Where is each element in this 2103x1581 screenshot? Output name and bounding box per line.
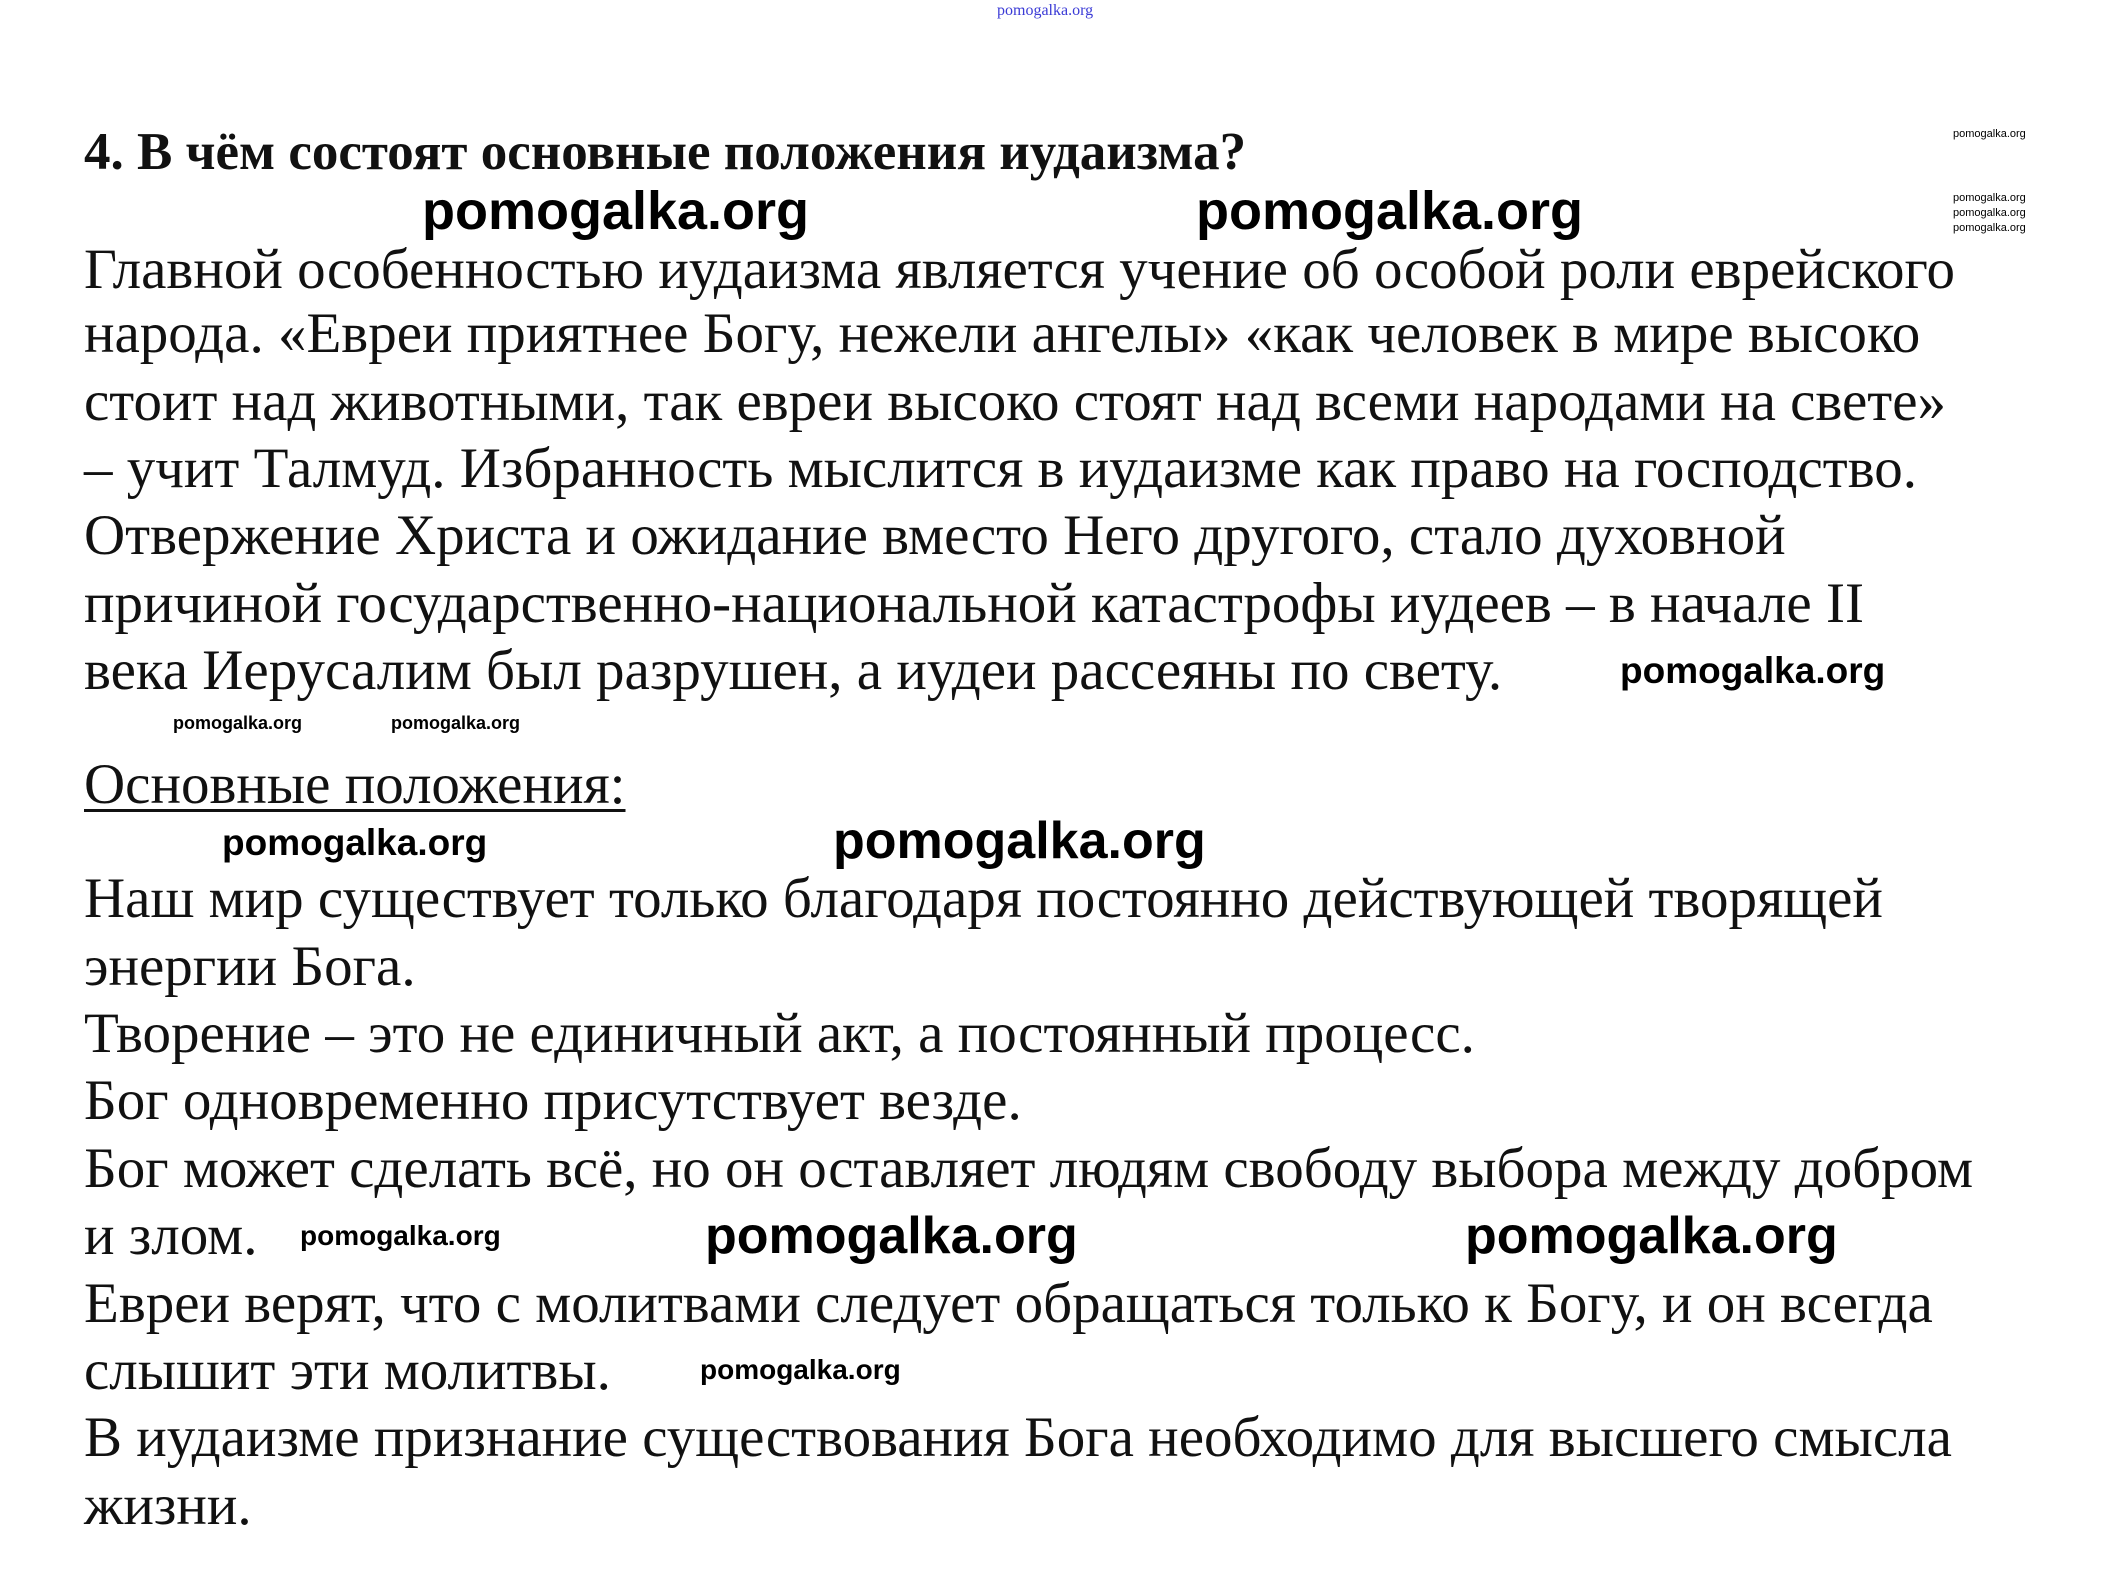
watermark-top-link[interactable]: pomogalka.org: [997, 2, 1094, 19]
watermark: pomogalka.org: [1953, 128, 2026, 140]
text-line: слышит эти молитвы.: [84, 1339, 611, 1402]
watermark: pomogalka.org: [1196, 181, 1584, 241]
text-line: Отвержение Христа и ожидание вместо Него другого, стало духовной: [84, 504, 1786, 567]
watermark: pomogalka.org: [833, 812, 1206, 870]
watermark: pomogalka.org: [422, 181, 810, 241]
text-line: Творение – это не единичный акт, а постоянный процесс.: [84, 1002, 1475, 1065]
watermark: pomogalka.org: [1953, 207, 2026, 219]
text-line: Бог может сделать всё, но он оставляет людям свободу выбора между добром: [84, 1137, 1974, 1200]
watermark: pomogalka.org: [173, 713, 303, 733]
text-line: Наш мир существует только благодаря постоянно действующей творящей: [84, 867, 1883, 930]
text-line: жизни.: [84, 1474, 252, 1537]
text-line: Евреи верят, что с молитвами следует обращаться только к Богу, и он всегда: [84, 1272, 1933, 1335]
watermark: pomogalka.org: [1620, 650, 1886, 691]
text-line: причиной государственно-национальной катастрофы иудеев – в начале II: [84, 572, 1864, 635]
watermark: pomogalka.org: [222, 822, 488, 863]
watermark: pomogalka.org: [391, 713, 521, 733]
text-line: народа. «Евреи приятнее Богу, нежели ангелы» «как человек в мире высоко: [84, 302, 1921, 365]
watermark: pomogalka.org: [1953, 192, 2026, 204]
watermark: pomogalka.org: [300, 1220, 501, 1251]
text-line: Бог одновременно присутствует везде.: [84, 1069, 1022, 1132]
watermark: pomogalka.org: [700, 1354, 901, 1385]
text-line: стоит над животными, так евреи высоко стоят над всеми народами на свете»: [84, 370, 1947, 433]
text-line: и злом.: [84, 1204, 258, 1267]
section-subheading: Основные положения:: [84, 753, 626, 816]
text-line: В иудаизме признание существования Бога необходимо для высшего смысла: [84, 1406, 1952, 1469]
text-line: века Иерусалим был разрушен, а иудеи рассеяны по свету.: [84, 639, 1503, 702]
watermark: pomogalka.org: [1953, 222, 2026, 234]
text-line: энергии Бога.: [84, 935, 416, 998]
text-line: Главной особенностью иудаизма является учение об особой роли еврейского: [84, 238, 1955, 301]
watermark: pomogalka.org: [705, 1207, 1078, 1265]
watermark: pomogalka.org: [1465, 1207, 1838, 1265]
question-heading: 4. В чём состоят основные положения иудаизма?: [84, 123, 1247, 181]
text-line: – учит Талмуд. Избранность мыслится в иудаизме как право на господство.: [84, 437, 1917, 500]
